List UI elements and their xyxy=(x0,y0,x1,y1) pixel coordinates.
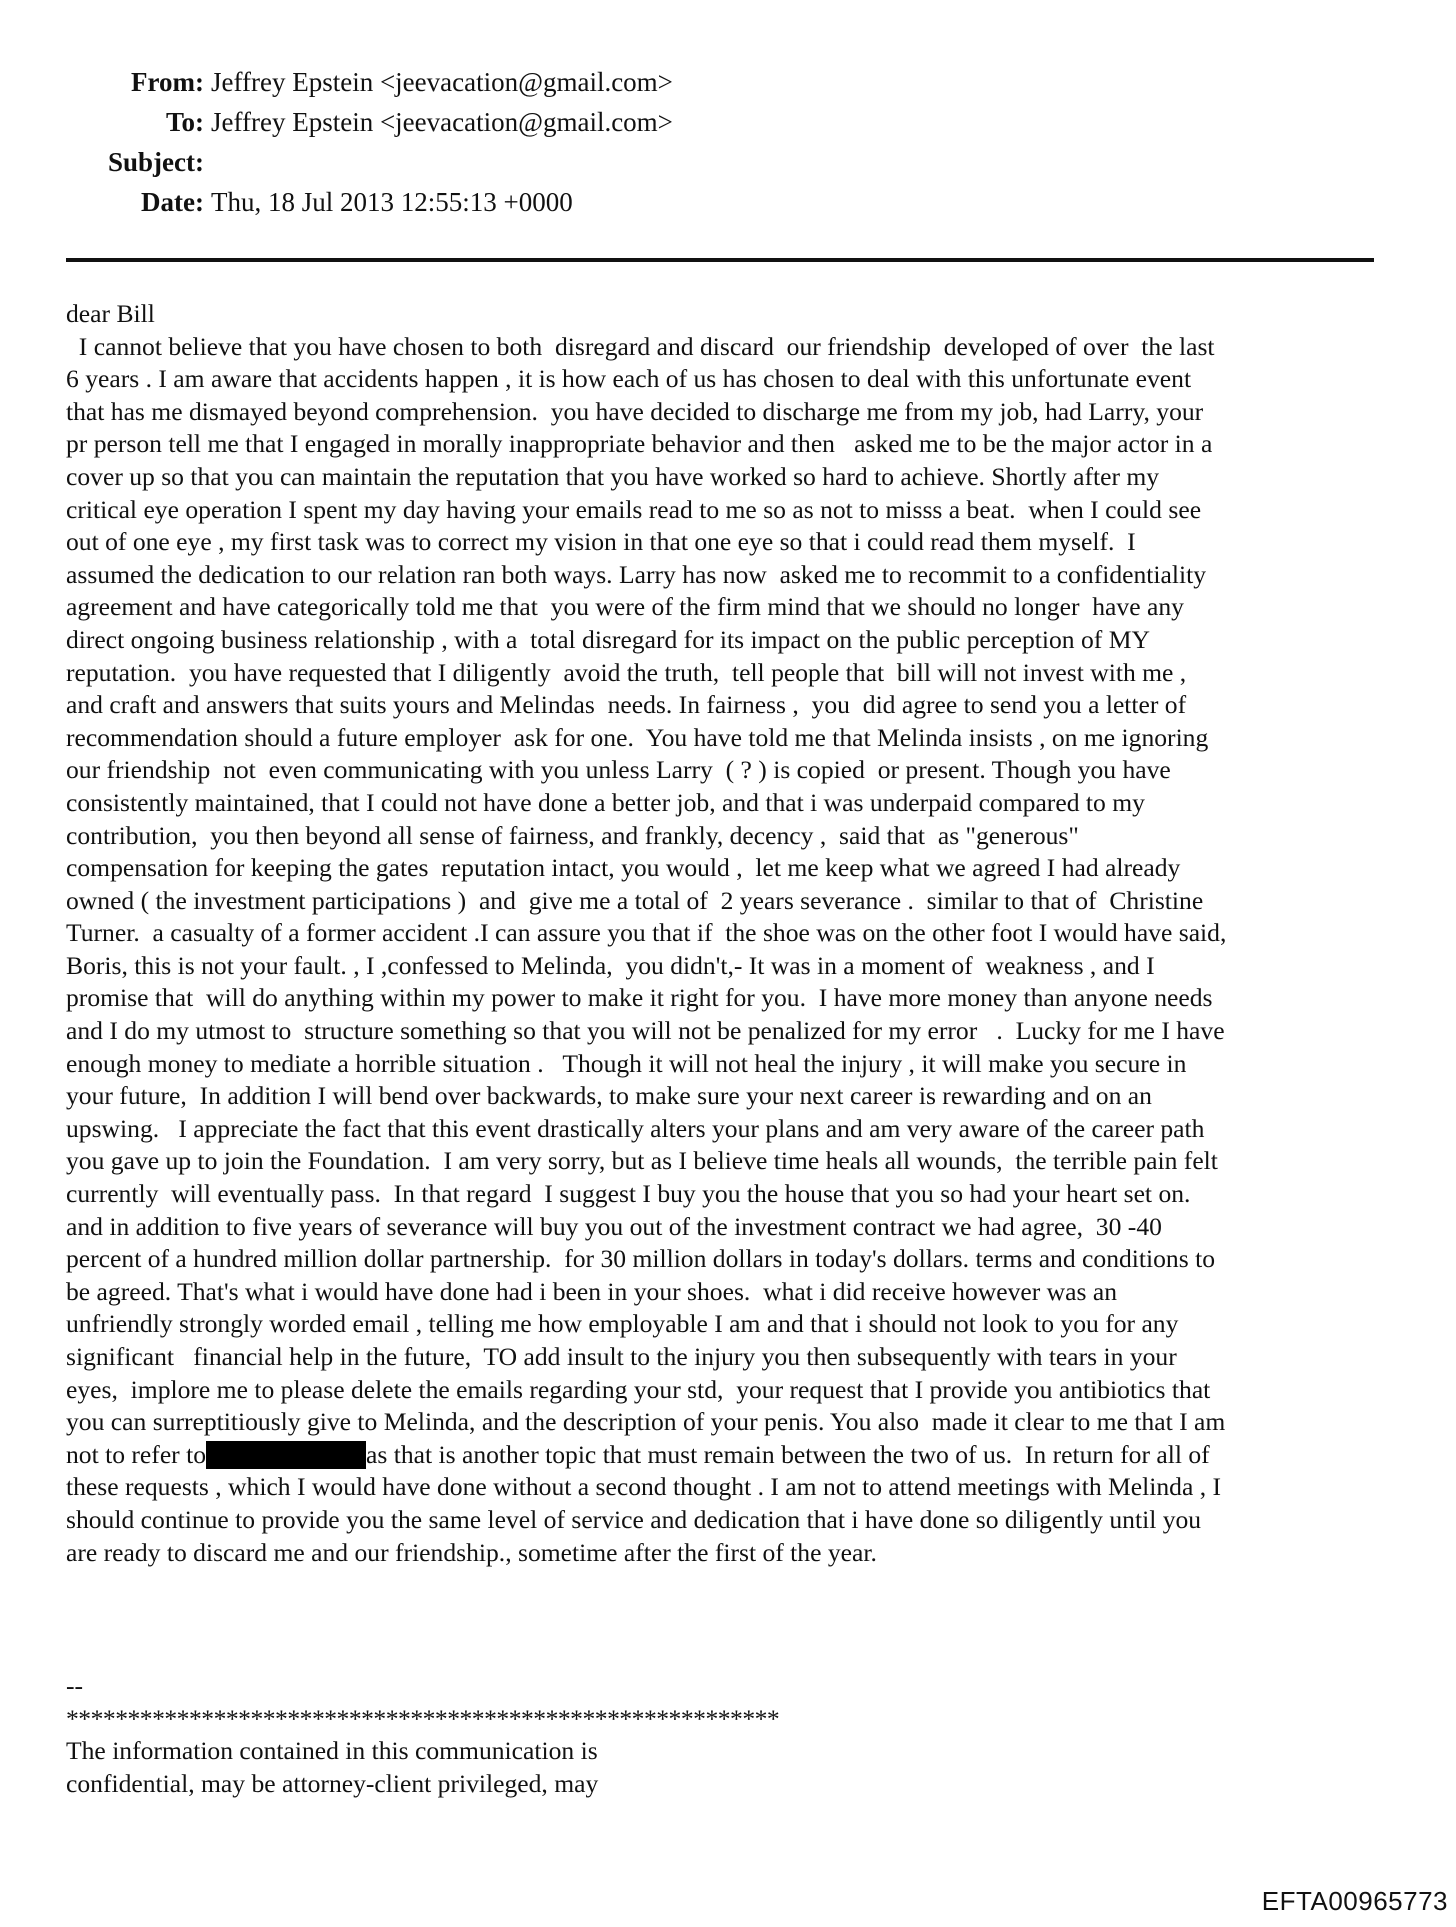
body-line: I cannot believe that you have chosen to both disregard and discard our friendship developed of over the last xyxy=(66,331,1215,361)
header-divider xyxy=(66,258,1374,262)
body-line: should continue to provide you the same level of service and dedication that i have done so diligently until you xyxy=(66,1504,1202,1534)
body-line: are ready to discard me and our friendship., sometime after the first of the year. xyxy=(66,1537,877,1567)
body-line: eyes, implore me to please delete the emails regarding your std, your request that I provide you antibiotics that xyxy=(66,1374,1211,1404)
body-line: agreement and have categorically told me that you were of the firm mind that we should no longer have any xyxy=(66,592,1184,622)
body-line: be agreed. That's what i would have done had i been in your shoes. what i did receive however was an xyxy=(66,1276,1118,1306)
body-line: significant financial help in the future, TO add insult to the injury you then subsequently with tears in your xyxy=(66,1342,1177,1371)
body-line: and I do my utmost to structure something so that you will not be penalized for my error . Lucky for me I have xyxy=(66,1016,1225,1046)
to-row xyxy=(0,102,1456,142)
body-line: reputation. you have requested that I diligently avoid the truth, tell people that bill will not invest with me , xyxy=(66,657,1187,687)
body-line: and in addition to five years of severance will buy you out of the investment contract we had agree, 30 -40 xyxy=(66,1211,1162,1241)
body-line: these requests , which I would have done without a second thought . I am not to attend meetings with Melinda , I xyxy=(66,1472,1222,1502)
body-line: you gave up to join the Foundation. I am very sorry, but as I believe time heals all wounds, the terrible pain felt xyxy=(66,1146,1218,1176)
body-line: direct ongoing business relationship , with a total disregard for its impact on the public perception of MY xyxy=(66,624,1150,654)
from-row xyxy=(0,62,1456,102)
body-line: Boris, this is not your fault. , I ,confessed to Melinda, you didn't,- It was in a moment of weakness , and I xyxy=(66,950,1155,980)
email-body xyxy=(66,298,1386,1569)
to-label: To: xyxy=(165,107,204,137)
body-line: owned ( the investment participations ) and give me a total of 2 years severance . similar to that of Christine xyxy=(66,885,1204,915)
to-value: Jeffrey Epstein <jeevacation@gmail.com> xyxy=(211,107,673,137)
redacted-line-after: as that is another topic that must remain between the two of us. In return for all of xyxy=(366,1439,1210,1469)
signature-dashes: -- xyxy=(66,1671,84,1700)
body-line: unfriendly strongly worded email , telling me how employable I am and that i should not look to you for any xyxy=(66,1309,1179,1339)
redacted-line-before: not to refer to xyxy=(66,1439,207,1469)
body-line: assumed the dedication to our relation ran both ways. Larry has now asked me to recommit to a confidentiality xyxy=(66,559,1207,589)
body-line: cover up so that you can maintain the reputation that you have worked so hard to achieve. Shortly after my xyxy=(66,461,1160,491)
body-line: compensation for keeping the gates reputation intact, you would , let me keep what we agreed I had already xyxy=(66,853,1181,883)
body-line: upswing. I appreciate the fact that this event drastically alters your plans and am very aware of the career path xyxy=(66,1113,1205,1143)
body-line: out of one eye , my first task was to correct my vision in that one eye so that i could read them myself. I xyxy=(66,527,1136,557)
body-line: critical eye operation I spent my day having your emails read to me so as not to misss a beat. when I could see xyxy=(66,494,1202,524)
redaction-block xyxy=(206,1441,366,1469)
body-line: promise that will do anything within my power to make it right for you. I have more money than anyone needs xyxy=(66,983,1213,1013)
body-line: pr person tell me that I engaged in morally inappropriate behavior and then asked me to be the major actor in a xyxy=(66,429,1213,459)
body-line: and craft and answers that suits yours and Melindas needs. In fairness , you did agree to send you a letter of xyxy=(66,690,1187,720)
body-line: contribution, you then beyond all sense of fairness, and frankly, decency , said that as "generous" xyxy=(66,820,1079,850)
salutation: dear Bill xyxy=(66,299,155,328)
from-value: Jeffrey Epstein <jeevacation@gmail.com> xyxy=(211,67,673,97)
body-line: you can surreptitiously give to Melinda, and the description of your penis. You also made it clear to me that I am xyxy=(66,1407,1226,1437)
body-line: percent of a hundred million dollar partnership. for 30 million dollars in today's dollars. terms and conditions to xyxy=(66,1244,1215,1274)
subject-row xyxy=(0,142,1456,182)
body-paragraph xyxy=(66,331,1386,1439)
body-line: your future, In addition I will bend over backwards, to make sure your next career is rewarding and on an xyxy=(66,1081,1152,1111)
redacted-line xyxy=(66,1439,1386,1472)
body-line: consistently maintained, that I could not have done a better job, and that i was underpaid compared to my xyxy=(66,787,1145,817)
date-row xyxy=(0,182,1456,222)
body-line: 6 years . I am aware that accidents happen , it is how each of us has chosen to deal with this unfortunate event xyxy=(66,364,1192,394)
signature-stars: ********************************************************** xyxy=(66,1703,780,1733)
body-line: Turner. a casualty of a former accident .I can assure you that if the shoe was on the other foot I would have said, xyxy=(66,918,1227,948)
body-line: currently will eventually pass. In that regard I suggest I buy you the house that you so had your heart set on. xyxy=(66,1179,1191,1209)
from-label: From: xyxy=(131,67,204,97)
subject-label: Subject: xyxy=(108,147,204,177)
signature-block xyxy=(66,1670,779,1800)
body-line: that has me dismayed beyond comprehension. you have decided to discharge me from my job, had Larry, your xyxy=(66,396,1204,426)
date-label: Date: xyxy=(141,187,204,217)
date-value: Thu, 18 Jul 2013 12:55:13 +0000 xyxy=(211,187,573,217)
body-paragraph-end xyxy=(66,1471,1386,1569)
disclaimer-line-1: The information contained in this communication is xyxy=(66,1736,598,1766)
document-id: EFTA00965773 xyxy=(1261,1886,1448,1916)
disclaimer-line-2: confidential, may be attorney-client privileged, may xyxy=(66,1768,599,1798)
body-line: recommendation should a future employer ask for one. You have told me that Melinda insists , on me ignoring xyxy=(66,722,1209,752)
body-line: enough money to mediate a horrible situation . Though it will not heal the injury , it will make you secure in xyxy=(66,1048,1187,1078)
email-header xyxy=(0,62,1456,222)
body-line: our friendship not even communicating with you unless Larry ( ? ) is copied or present. Though you have xyxy=(66,755,1171,785)
